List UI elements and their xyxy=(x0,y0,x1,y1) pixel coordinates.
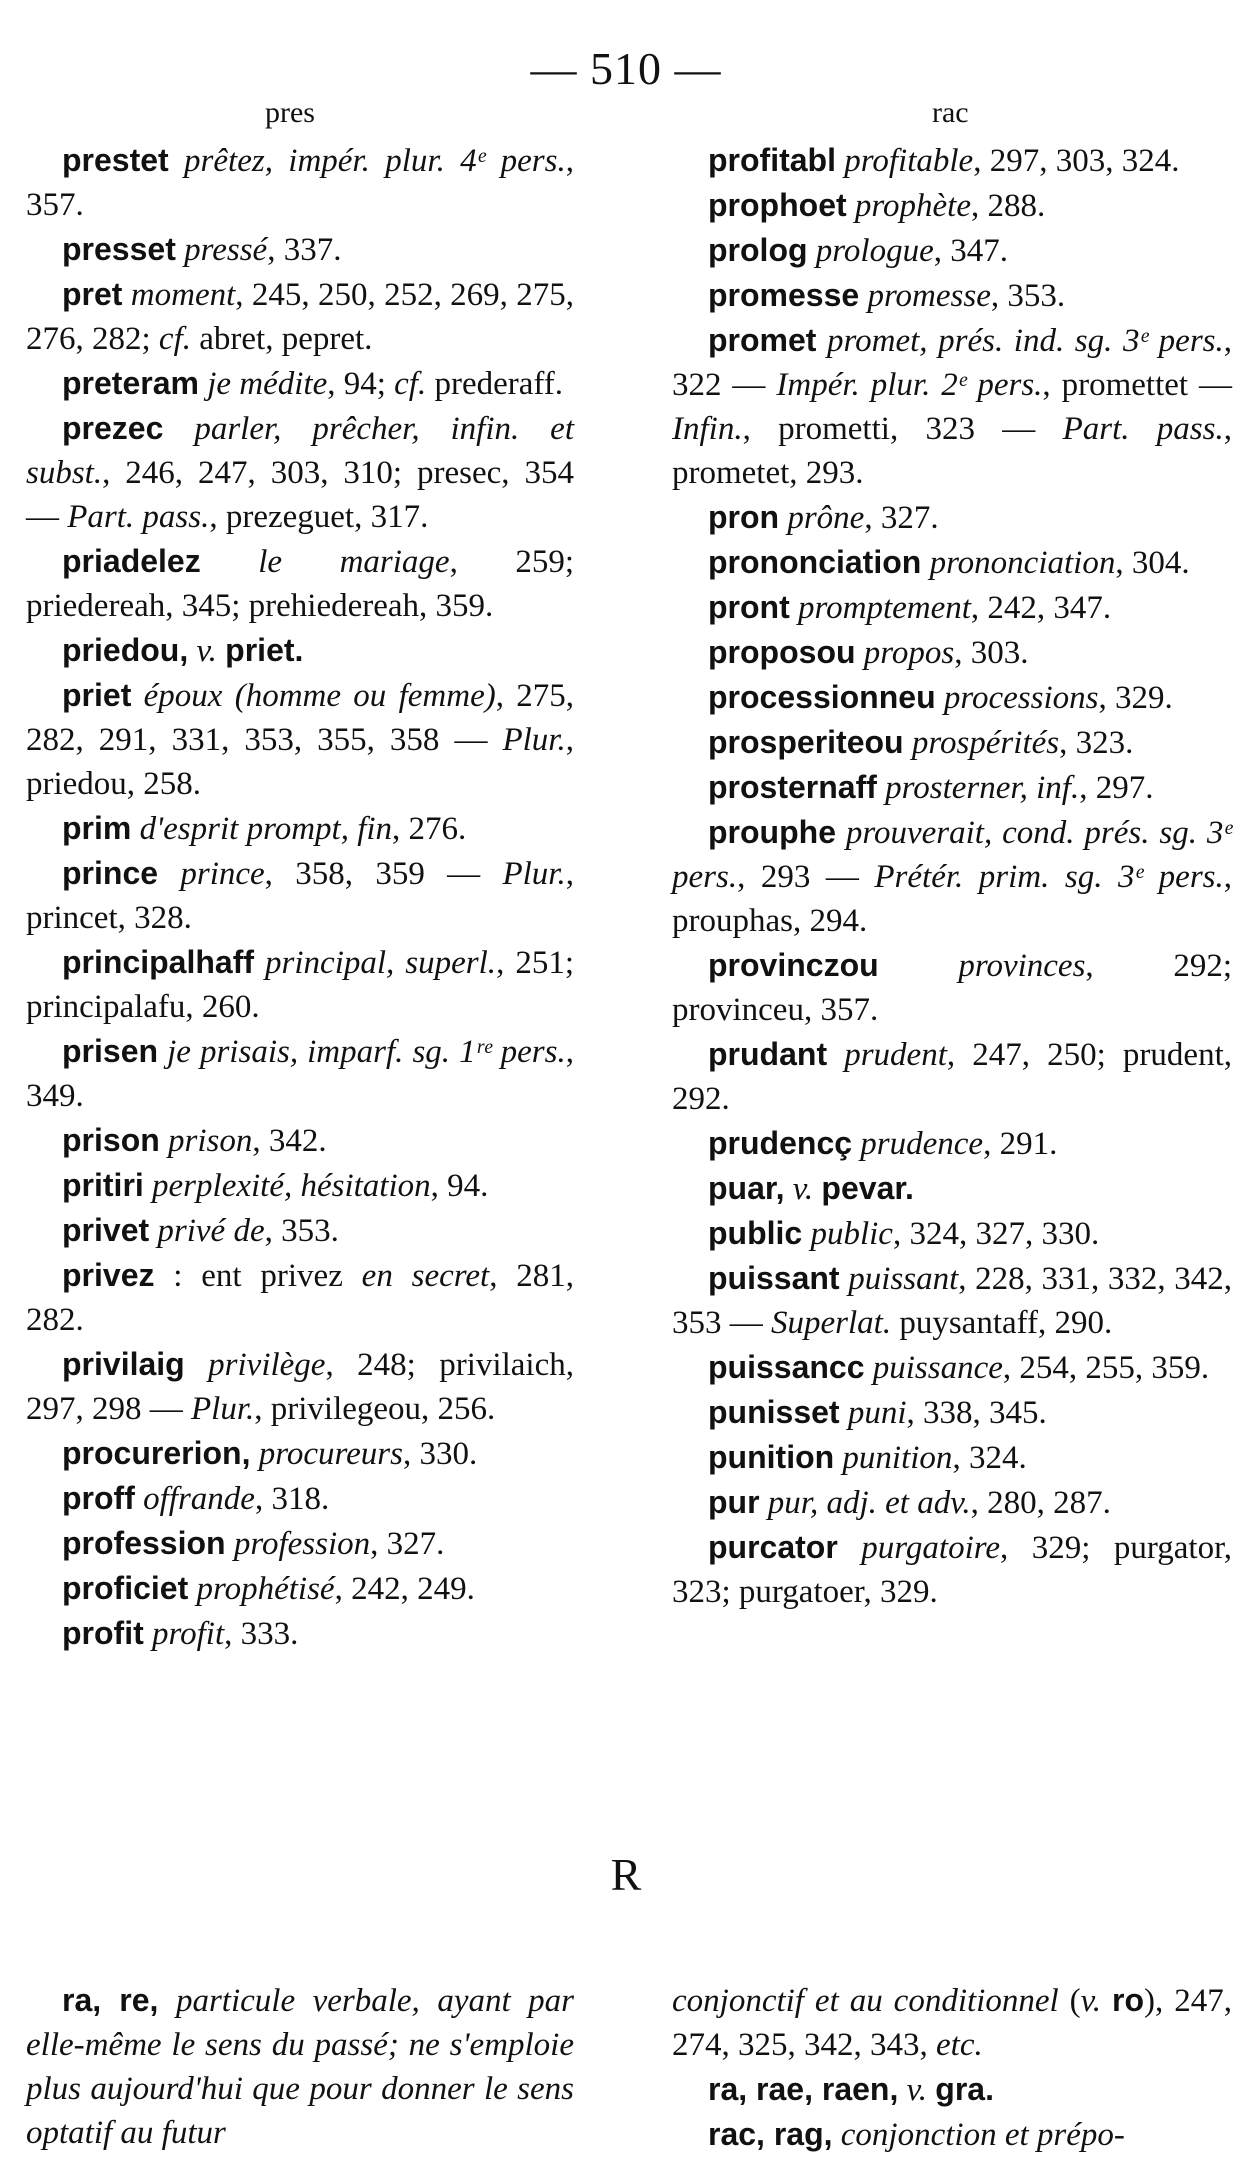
entry-headword: prison xyxy=(62,1122,160,1158)
entry-text: , 276. xyxy=(392,811,467,847)
entry-text: puni xyxy=(847,1395,907,1431)
dictionary-entry xyxy=(26,138,574,227)
entry-headword: prophoet xyxy=(708,187,847,223)
entry-headword: promet xyxy=(708,322,817,358)
entry-text: , prometet, 293. xyxy=(672,411,1232,491)
entry-text: , 303. xyxy=(954,635,1029,671)
entry-headword: purcator xyxy=(708,1529,838,1565)
entry-text: cf. xyxy=(158,321,191,357)
right-column xyxy=(672,138,1232,1614)
entry-headword: preteram xyxy=(62,365,199,401)
entry-text: v. xyxy=(1080,1983,1102,2019)
entry-text: , promettet — xyxy=(1042,367,1232,403)
entry-text: offrande xyxy=(143,1481,255,1517)
entry-text: puissance xyxy=(872,1350,1003,1386)
entry-headword: processionneu xyxy=(708,679,936,715)
entry-text: prône xyxy=(787,500,865,536)
entry-text: , 329. xyxy=(1098,680,1173,716)
entry-text: Plur. xyxy=(502,856,566,892)
entry-headword: proficiet xyxy=(62,1570,189,1606)
dictionary-entry xyxy=(672,675,1232,720)
entry-headword: pret xyxy=(62,276,123,312)
entry-text: privé de xyxy=(157,1213,265,1249)
entry-headword: puissancc xyxy=(708,1349,865,1385)
dictionary-entry xyxy=(26,1431,574,1476)
entry-headword: pritiri xyxy=(62,1167,144,1203)
entry-text: , 357. xyxy=(26,143,574,223)
entry-text: , 281, 282. xyxy=(26,1258,575,1338)
entry-text: prononciation xyxy=(929,545,1116,581)
entry-text: , 327. xyxy=(370,1526,445,1562)
dictionary-entry xyxy=(672,1121,1232,1166)
entry-text: , 292; provinceu, 357. xyxy=(672,948,1233,1028)
dictionary-entry xyxy=(672,765,1232,810)
r-section-right-column xyxy=(672,1978,1232,2157)
entry-text: , 318. xyxy=(254,1481,330,1517)
entry-headword: prononciation xyxy=(708,544,922,580)
entry-headword: priet xyxy=(62,677,132,713)
entry-text: prudence xyxy=(860,1126,984,1162)
entry-text: puissant xyxy=(848,1261,959,1297)
entry-text: époux (homme ou femme) xyxy=(143,678,496,714)
entry-text: , 291. xyxy=(983,1126,1058,1162)
dictionary-entry xyxy=(26,1476,574,1521)
entry-headword: ra, rae, raen, xyxy=(708,2071,899,2107)
entry-text: , 245, 250, 252, 269, 275, 276, 282; xyxy=(26,277,574,357)
entry-text: , 329; purgator, 323; purgatoer, 329. xyxy=(672,1530,1233,1610)
entry-text: , 288. xyxy=(970,188,1046,224)
entry-text: promesse xyxy=(867,278,991,314)
entry-headword: prosternaff xyxy=(708,769,877,805)
dictionary-entry xyxy=(26,1253,574,1342)
dictionary-entry xyxy=(26,272,574,361)
entry-text: conjonctif et au conditionnel xyxy=(672,1983,1059,2019)
entry-text: prêtez, impér. plur. 4ᵉ pers. xyxy=(184,143,566,179)
dictionary-entry xyxy=(672,1480,1232,1525)
r-section-left-column xyxy=(26,1978,574,2155)
entry-text: prudent xyxy=(844,1037,947,1073)
entry-text: profession xyxy=(233,1526,371,1562)
dictionary-entry xyxy=(672,1032,1232,1121)
entry-headword: puar, xyxy=(708,1170,785,1206)
dictionary-entry xyxy=(672,1345,1232,1390)
dictionary-entry xyxy=(672,2112,1232,2157)
dictionary-entry xyxy=(672,630,1232,675)
entry-text: , 247, 250; prudent, 292. xyxy=(672,1037,1232,1117)
entry-text: , 94. xyxy=(430,1168,489,1204)
entry-text: Part. pass. xyxy=(67,499,210,535)
entry-headword: punisset xyxy=(708,1394,840,1430)
dictionary-entry xyxy=(672,1211,1232,1256)
entry-text: , 333. xyxy=(224,1616,299,1652)
entry-headword: procurerion, xyxy=(62,1435,251,1471)
entry-text: priet. xyxy=(225,632,304,668)
entry-text: , 246, 247, 303, 310; presec, 354 — xyxy=(26,455,574,535)
entry-text: , prometti, 323 — xyxy=(742,411,1063,447)
entry-headword: prezec xyxy=(62,410,164,446)
entry-text: , 94; xyxy=(327,366,395,402)
dictionary-entry xyxy=(26,1521,574,1566)
entry-text: promptement xyxy=(798,590,971,626)
dictionary-entry xyxy=(672,1978,1232,2067)
entry-text: Plur. xyxy=(502,722,566,758)
entry-text: , priedou, 258. xyxy=(26,722,574,802)
dictionary-entry xyxy=(26,628,574,673)
entry-headword: provinczou xyxy=(708,947,879,983)
entry-text: , 322 — xyxy=(672,323,1233,403)
entry-headword: principalhaff xyxy=(62,944,255,980)
entry-text: v. xyxy=(196,633,226,669)
dictionary-entry xyxy=(26,1611,574,1656)
entry-headword: pront xyxy=(708,589,790,625)
entry-headword: rac, rag, xyxy=(708,2116,833,2152)
entry-headword: prolog xyxy=(708,232,808,268)
entry-headword: pron xyxy=(708,499,780,535)
entry-headword: presset xyxy=(62,231,176,267)
dictionary-entry xyxy=(26,1342,574,1431)
entry-text: moment xyxy=(130,277,236,313)
entry-text: profit xyxy=(152,1616,225,1652)
entry-headword: privet xyxy=(62,1212,150,1248)
entry-text: parler, prêcher, infin. et subst. xyxy=(26,411,574,491)
dictionary-entry xyxy=(26,361,574,406)
left-column xyxy=(26,138,574,1656)
entry-text: v. xyxy=(792,1171,822,1207)
section-letter: R xyxy=(610,1849,642,1900)
entry-text: , 338, 345. xyxy=(906,1395,1047,1431)
entry-text: ( xyxy=(1058,1983,1081,2019)
dictionary-entry xyxy=(672,585,1232,630)
entry-text: , 251; principalafu, 260. xyxy=(26,945,575,1025)
entry-headword: profitabl xyxy=(708,142,836,178)
entry-text: ), 247, 274, 325, 342, 343, xyxy=(672,1983,1232,2063)
dictionary-entry xyxy=(26,1118,574,1163)
entry-text: prosterner, inf. xyxy=(885,770,1080,806)
entry-text: privilège xyxy=(208,1347,326,1383)
entry-text: prospérités xyxy=(911,725,1060,761)
entry-text: Infin. xyxy=(672,411,743,447)
entry-text: prophète xyxy=(854,188,971,224)
dictionary-entry xyxy=(672,318,1232,495)
entry-headword: prouphe xyxy=(708,814,836,850)
entry-text: , 353. xyxy=(264,1213,339,1249)
entry-text: , 337. xyxy=(267,232,342,268)
entry-headword: proposou xyxy=(708,634,856,670)
entry-headword: prim xyxy=(62,810,132,846)
entry-text: en secret xyxy=(361,1258,490,1294)
dictionary-entry xyxy=(672,1525,1232,1614)
entry-headword: priadelez xyxy=(62,543,201,579)
entry-headword: profit xyxy=(62,1615,144,1651)
dictionary-entry xyxy=(26,1566,574,1611)
entry-text: puysantaff, 290. xyxy=(891,1305,1113,1341)
entry-text: , 242, 347. xyxy=(970,590,1112,626)
entry-text: conjonction et prépo- xyxy=(840,2117,1125,2153)
dictionary-entry xyxy=(672,810,1232,943)
entry-text xyxy=(1101,1983,1112,2019)
entry-text: v. xyxy=(906,2072,936,2108)
dictionary-entry xyxy=(672,1390,1232,1435)
entry-text: pevar. xyxy=(821,1170,914,1206)
entry-text: , 327. xyxy=(864,500,939,536)
entry-headword: pur xyxy=(708,1484,760,1520)
entry-headword: prosperiteou xyxy=(708,724,904,760)
entry-text: , 280, 287. xyxy=(970,1485,1111,1521)
entry-text: , 259; priedereah, 345; prehiedereah, 359. xyxy=(26,544,574,624)
entry-text: , 304. xyxy=(1115,545,1190,581)
entry-headword: ra, re, xyxy=(62,1982,159,2018)
dictionary-entry xyxy=(672,720,1232,765)
entry-text: , 349. xyxy=(26,1034,574,1114)
entry-text: , princet, 328. xyxy=(26,856,574,936)
entry-text: , 358, 359 — xyxy=(264,856,503,892)
dictionary-entry xyxy=(672,2067,1232,2112)
entry-headword: priedou, xyxy=(62,632,189,668)
entry-headword: prince xyxy=(62,855,159,891)
dictionary-entry xyxy=(672,1256,1232,1345)
entry-text: profitable xyxy=(844,143,974,179)
entry-text: prologue xyxy=(815,233,934,269)
entry-text: , prezeguet, 317. xyxy=(209,499,429,535)
entry-text: procureurs xyxy=(258,1436,403,1472)
entry-text: , 324. xyxy=(952,1440,1027,1476)
entry-text: , 275, 282, 291, 331, 353, 355, 358 — xyxy=(26,678,575,758)
entry-text: abret, pepret. xyxy=(191,321,373,357)
dictionary-entry xyxy=(26,851,574,940)
entry-text: propos xyxy=(863,635,955,671)
entry-text: prophétisé xyxy=(196,1571,335,1607)
entry-headword: promesse xyxy=(708,277,860,313)
entry-text: provinces xyxy=(958,948,1086,984)
entry-text: principal, superl. xyxy=(265,945,497,981)
entry-headword: puissant xyxy=(708,1260,840,1296)
entry-text: Part. pass. xyxy=(1062,411,1224,447)
entry-headword: proff xyxy=(62,1480,135,1516)
dictionary-entry xyxy=(672,1435,1232,1480)
entry-text: prouverait, cond. prés. sg. 3ᵉ pers. xyxy=(672,815,1232,895)
entry-headword: public xyxy=(708,1215,803,1251)
dictionary-entry xyxy=(26,1978,574,2155)
entry-text: , 323. xyxy=(1059,725,1134,761)
entry-text: cf. xyxy=(394,366,427,402)
dictionary-entry xyxy=(26,1163,574,1208)
entry-text: etc. xyxy=(936,2027,983,2063)
entry-text: promet, prés. ind. sg. 3ᵉ pers. xyxy=(827,323,1224,359)
entry-text: ro xyxy=(1112,1982,1145,2018)
entry-text: le mariage xyxy=(258,544,450,580)
dictionary-entry xyxy=(26,406,574,539)
dictionary-entry xyxy=(672,138,1232,183)
entry-headword: prisen xyxy=(62,1033,159,1069)
entry-text: punition xyxy=(842,1440,953,1476)
entry-text: , 347. xyxy=(933,233,1008,269)
dictionary-entry xyxy=(672,540,1232,585)
page-number: — 510 — xyxy=(530,43,722,94)
entry-text: , 297. xyxy=(1079,770,1154,806)
entry-headword: prudant xyxy=(708,1036,828,1072)
entry-text: , 228, 331, 332, 342, 353 — xyxy=(672,1261,1233,1341)
entry-text: , privilegeou, 256. xyxy=(254,1391,496,1427)
dictionary-entry xyxy=(26,1208,574,1253)
dictionary-entry xyxy=(26,673,574,806)
entry-text: prederaff. xyxy=(426,366,564,402)
entry-text: : ent privez xyxy=(173,1258,362,1294)
entry-text: pur, adj. et adv. xyxy=(767,1485,971,1521)
entry-text: purgatoire xyxy=(861,1530,1001,1566)
entry-headword: punition xyxy=(708,1439,835,1475)
entry-text: , 293 — xyxy=(737,859,875,895)
dictionary-entry xyxy=(672,273,1232,318)
dictionary-entry xyxy=(26,1029,574,1118)
entry-headword: privilaig xyxy=(62,1346,185,1382)
entry-headword: prestet xyxy=(62,142,169,178)
dictionary-entry xyxy=(672,943,1232,1032)
dictionary-entry xyxy=(672,228,1232,273)
entry-text: je prisais, imparf. sg. 1ʳᵉ pers. xyxy=(167,1034,566,1070)
dictionary-entry xyxy=(672,183,1232,228)
entry-text: , prouphas, 294. xyxy=(672,859,1233,939)
entry-text: prince xyxy=(180,856,265,892)
running-head-right: rac xyxy=(932,96,969,129)
entry-text: , 353. xyxy=(990,278,1066,314)
dictionary-entry xyxy=(26,940,574,1029)
entry-text: Superlat. xyxy=(771,1305,892,1341)
dictionary-entry xyxy=(26,806,574,851)
entry-text: processions xyxy=(943,680,1099,716)
entry-text: , 254, 255, 359. xyxy=(1002,1350,1210,1386)
entry-text: pressé xyxy=(184,232,268,268)
entry-headword: prudencç xyxy=(708,1125,853,1161)
running-head-left: pres xyxy=(265,96,315,129)
entry-text: , 248; privilaich, 297, 298 — xyxy=(26,1347,574,1427)
entry-text: , 324, 327, 330. xyxy=(892,1216,1100,1252)
entry-text: prison xyxy=(168,1123,253,1159)
entry-headword: profession xyxy=(62,1525,226,1561)
entry-text: gra. xyxy=(935,2071,994,2107)
entry-text: , 342. xyxy=(252,1123,327,1159)
entry-text: Prétér. prim. sg. 3ᵉ pers. xyxy=(874,859,1224,895)
dictionary-entry xyxy=(672,495,1232,540)
dictionary-entry xyxy=(672,1166,1232,1211)
entry-text: je médite xyxy=(207,366,328,402)
entry-text: , 242, 249. xyxy=(334,1571,475,1607)
dictionary-entry xyxy=(26,539,574,628)
entry-text: Plur. xyxy=(191,1391,255,1427)
entry-text: , 297, 303, 324. xyxy=(973,143,1180,179)
entry-text: perplexité, hésitation xyxy=(152,1168,431,1204)
entry-text: , 330. xyxy=(402,1436,478,1472)
entry-text: d'esprit prompt, fin xyxy=(139,811,393,847)
entry-text: Impér. plur. 2ᵉ pers. xyxy=(776,367,1043,403)
entry-headword: privez xyxy=(62,1257,155,1293)
entry-text: particule verbale, ayant par elle-même le sens du passé; ne s'emploie plus aujourd'hui que pour donner le sens optatif au futur xyxy=(26,1983,574,2151)
dictionary-entry xyxy=(26,227,574,272)
entry-text: public xyxy=(810,1216,893,1252)
